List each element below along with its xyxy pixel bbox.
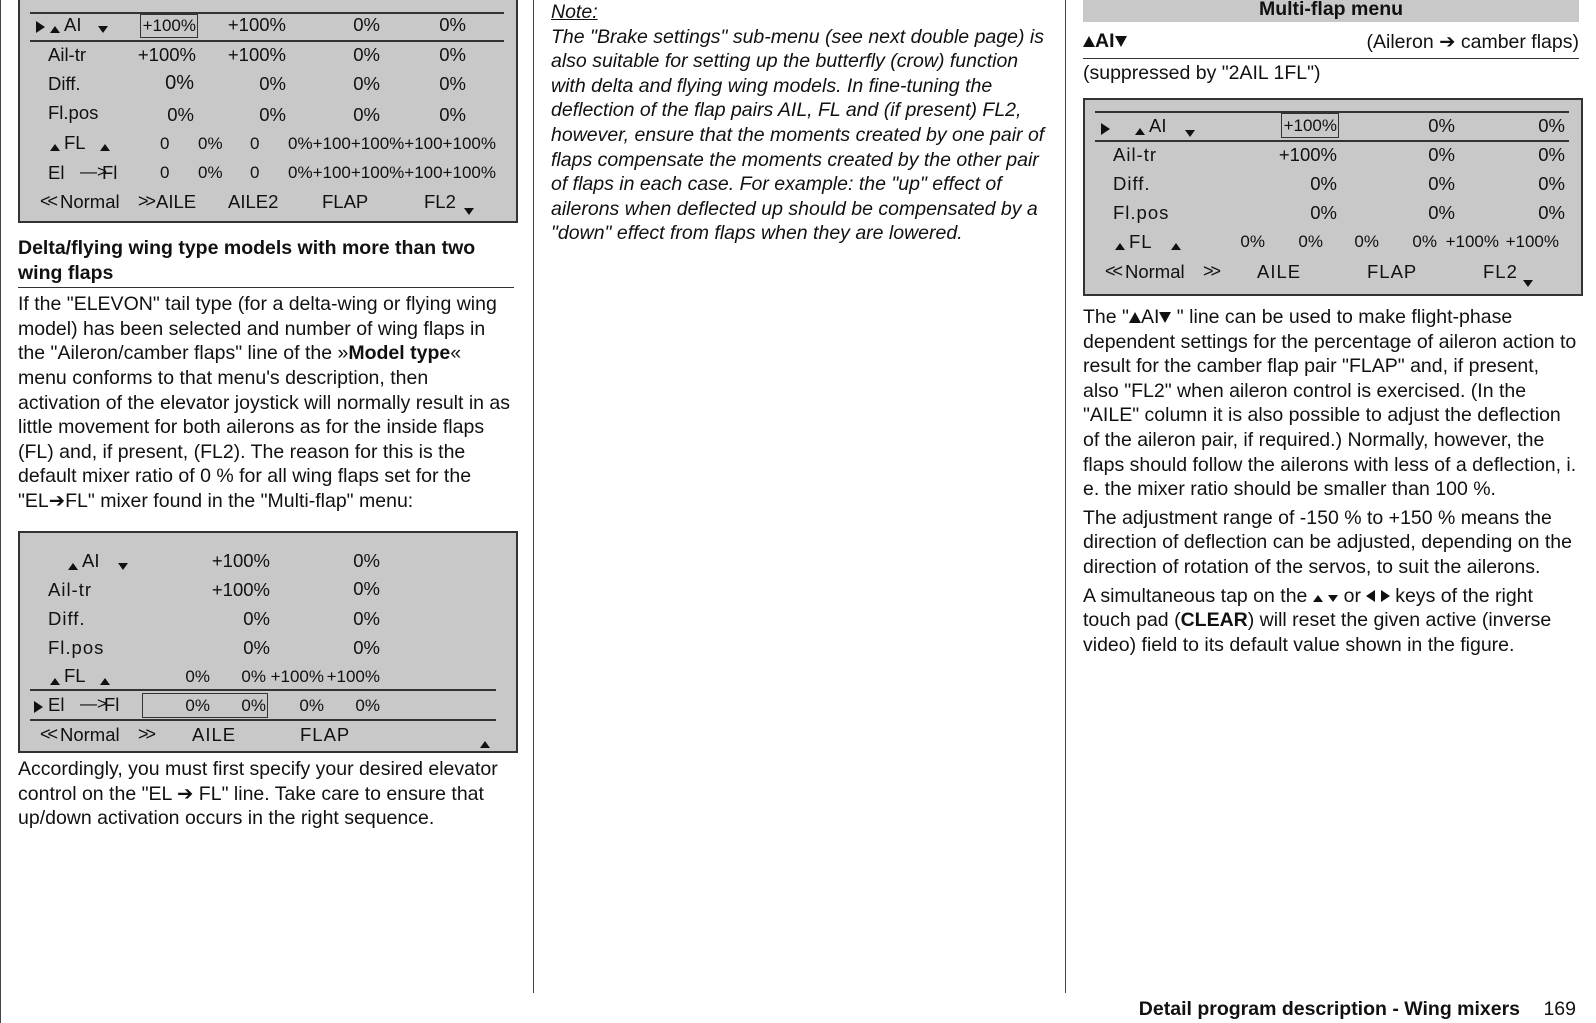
column-divider-2 xyxy=(1065,0,1066,993)
ail-tr-aile2-value[interactable]: +100% xyxy=(227,44,286,65)
arrow-right-icon: ➔ xyxy=(48,489,66,512)
flpos-fl2-value[interactable]: 0% xyxy=(1538,202,1565,223)
up-arrow-icon xyxy=(1171,233,1181,255)
diff-aile-value[interactable]: 0% xyxy=(165,72,194,94)
cursor-icon xyxy=(34,696,43,718)
row-label-diff: Diff. xyxy=(1113,173,1151,194)
ail-tr-flap-value[interactable]: 0% xyxy=(1428,144,1455,165)
key-down-icon xyxy=(1328,595,1338,602)
up-arrow-icon xyxy=(1135,118,1145,140)
screen-divider xyxy=(30,719,496,721)
elfl-value-c[interactable]: 0 xyxy=(250,163,260,182)
row-label-fl: FL xyxy=(64,665,86,686)
fl-value-a[interactable]: 0% xyxy=(1240,232,1265,251)
flpos-aile-value[interactable]: 0% xyxy=(243,637,270,658)
elfl-value-a[interactable]: 0% xyxy=(185,696,210,715)
row-label-flpos: Fl.pos xyxy=(48,102,99,123)
diff-flap-value[interactable]: 0% xyxy=(1428,173,1455,194)
row-label-el: El xyxy=(48,162,65,183)
ail-tr-aile-value[interactable]: +100% xyxy=(137,44,196,65)
ai-aile2-value[interactable]: +100% xyxy=(227,14,286,35)
fl-value-d[interactable]: +100% xyxy=(326,667,380,686)
fl-value-a[interactable]: 0% xyxy=(185,667,210,686)
col-header-flap: FLAP xyxy=(322,191,369,212)
down-arrow-icon xyxy=(1115,36,1127,47)
prev-phase-icon[interactable]: << xyxy=(40,724,56,744)
left-paragraph-2: Accordingly, you must first specify your desired elevator control on the "EL ➔ FL" line. Take care to ensure that up/down activation occurs in the right sequence. xyxy=(18,758,498,830)
col-header-flap: FLAP xyxy=(1367,261,1418,282)
arrow-right-icon: ➔ xyxy=(1439,31,1456,53)
next-phase-icon[interactable]: >> xyxy=(1203,261,1219,281)
ai-line-header xyxy=(1083,28,1579,58)
page-footer xyxy=(1139,998,1576,1021)
diff-fl2-value[interactable]: 0% xyxy=(1538,173,1565,194)
fl-value-b[interactable]: 0% xyxy=(1298,232,1323,251)
elfl-value-a[interactable]: 0 xyxy=(160,163,170,182)
flpos-flap-value[interactable]: 0% xyxy=(1428,202,1455,223)
down-arrow-icon xyxy=(1159,312,1171,323)
diff-aile-value[interactable]: 0% xyxy=(243,608,270,629)
menu-title: Multi-flap menu xyxy=(1258,0,1404,20)
note-label: Note: xyxy=(551,1,598,23)
up-arrow-icon xyxy=(50,134,60,156)
ai-fl2-value[interactable]: 0% xyxy=(1538,115,1565,136)
diff-aile-value[interactable]: 0% xyxy=(1310,173,1337,194)
col-header-aile: AILE xyxy=(156,191,197,212)
fl-value-f[interactable]: +100% xyxy=(1505,232,1559,251)
row-label-el: El xyxy=(48,694,65,715)
fl-value-c[interactable]: 0 xyxy=(250,134,260,153)
page-number: 169 xyxy=(1543,998,1576,1020)
up-arrow-icon xyxy=(68,553,78,575)
up-arrow-icon xyxy=(100,668,110,690)
flight-phase-name: Normal xyxy=(60,191,120,212)
next-phase-icon[interactable]: >> xyxy=(138,724,154,744)
multi-flap-screen-1 xyxy=(18,0,518,223)
mix-arrow-icon: —> xyxy=(80,694,107,713)
col-header-fl2: FL2 xyxy=(1483,261,1518,282)
elfl-value-c[interactable]: 0% xyxy=(299,696,324,715)
footer-title: Detail program description - Wing mixers xyxy=(1138,998,1521,1020)
ai-fl2-value[interactable]: 0% xyxy=(439,14,466,35)
down-arrow-icon xyxy=(118,553,128,575)
fl-value-c[interactable]: +100% xyxy=(270,667,324,686)
scroll-down-icon[interactable] xyxy=(464,198,474,220)
up-arrow-icon xyxy=(50,668,60,690)
row-label-fl-target: Fl xyxy=(102,162,118,183)
cursor-icon xyxy=(36,16,45,38)
mix-arrow-icon: —> xyxy=(80,162,107,181)
row-label-fl: FL xyxy=(64,132,86,153)
elfl-value-d[interactable]: 0% xyxy=(355,696,380,715)
ail-tr-fl2-value[interactable]: 0% xyxy=(1538,144,1565,165)
ai-aile-value[interactable]: +100% xyxy=(142,16,196,35)
row-label-fl-target: Fl xyxy=(104,694,120,715)
left-paragraph-1: If the "ELEVON" tail type (for a delta-wing or flying wing model) has been selected and number of wing flaps in the "Aileron/camber flaps" line of the »Model type« menu conforms to that menu's description, then activation of the elevator joystick will normally result in as little movement for both ailerons as for the inside flaps (FL) and, if present, (FL2). The reason for this is the default mixer ratio of 0 % for all wing flaps set for the "EL➔FL" mixer found in the "Multi-flap" menu: xyxy=(18,293,511,512)
ail-tr-aile-value[interactable]: +100% xyxy=(211,579,270,600)
screen-divider xyxy=(30,40,504,42)
row-label-flpos: Fl.pos xyxy=(48,637,105,658)
left-column-lower xyxy=(18,757,514,831)
screen-divider xyxy=(1095,140,1569,142)
row-label-diff: Diff. xyxy=(48,73,81,94)
fl-value-c[interactable]: 0% xyxy=(1354,232,1379,251)
flpos-flap-value[interactable]: 0% xyxy=(353,104,380,125)
ail-tr-fl2-value[interactable]: 0% xyxy=(439,44,466,65)
up-arrow-icon xyxy=(100,134,110,156)
row-label-flpos: Fl.pos xyxy=(1113,202,1170,223)
row-label-fl: FL xyxy=(1129,231,1153,252)
prev-phase-icon[interactable]: << xyxy=(1105,261,1121,281)
ai-flap-value[interactable]: 0% xyxy=(1428,115,1455,136)
ai-aile-value[interactable]: +100% xyxy=(211,550,270,571)
flight-phase-name: Normal xyxy=(1125,261,1185,282)
flight-phase-name: Normal xyxy=(60,724,120,745)
diff-flap-value[interactable]: 0% xyxy=(353,608,380,629)
menu-title-bar xyxy=(1083,0,1579,22)
multi-flap-screen-3 xyxy=(1083,98,1583,296)
diff-aile2-value[interactable]: 0% xyxy=(259,73,286,94)
col-header-aile: AILE xyxy=(192,724,237,745)
ai-line-label: AI xyxy=(1083,30,1127,53)
elfl-value-b[interactable]: 0% xyxy=(198,163,223,182)
multi-flap-screen-2 xyxy=(18,531,518,753)
fl-value-d[interactable]: 0% xyxy=(1412,232,1437,251)
diff-fl2-value[interactable]: 0% xyxy=(439,73,466,94)
key-up-icon xyxy=(1313,595,1323,602)
flpos-flap-value[interactable]: 0% xyxy=(353,637,380,658)
flpos-aile2-value[interactable]: 0% xyxy=(259,104,286,125)
key-left-icon xyxy=(1366,590,1375,602)
col-header-aile: AILE xyxy=(1257,261,1302,282)
fl-value-b[interactable]: 0% xyxy=(241,667,266,686)
section-heading: Delta/flying wing type models with more than two wing flaps xyxy=(18,237,476,284)
flpos-fl2-value[interactable]: 0% xyxy=(439,104,466,125)
row-label-ai: AI xyxy=(64,14,82,35)
prev-phase-icon[interactable]: << xyxy=(40,191,56,211)
down-arrow-icon xyxy=(98,16,108,38)
flpos-aile-value[interactable]: 0% xyxy=(167,104,194,125)
up-arrow-icon xyxy=(1083,36,1095,47)
fl-value-b[interactable]: 0% xyxy=(198,134,223,153)
note-text: The "Brake settings" sub-menu (see next double page) is also suitable for setting up the butterfly (crow) function with delta and flying wing models. In fine-tuning the deflection of the flap pairs AIL, FL and (if present) FL2, however, ensure that the moments created by one pair of flaps compensate the moments created by the other pair of flaps in each case. For example: the "up" effect of ailerons when deflected up should be compensated by a "down" effect from flaps when they are lowered. xyxy=(551,25,1045,245)
right-paragraph-3: A simultaneous tap on the or keys of the right touch pad (CLEAR) will reset the given active (inverse video) field to its default value shown in the figure. xyxy=(1083,584,1552,656)
scroll-up-icon[interactable] xyxy=(480,731,490,753)
col-header-aile2: AILE2 xyxy=(228,191,279,212)
up-arrow-icon xyxy=(50,16,60,38)
elfl-value-d[interactable]: 0%+100+100%+100+100% xyxy=(288,163,496,182)
col-header-flap: FLAP xyxy=(300,724,351,745)
right-paragraph-2: The adjustment range of -150 % to +150 % means the direction of deflection can be adjusted, depending on the direction of rotation of the servos, to suit the ailerons. xyxy=(1083,506,1572,578)
cursor-icon xyxy=(1101,118,1110,140)
row-label-ai: AI xyxy=(82,550,100,571)
up-arrow-icon xyxy=(1115,233,1125,255)
heading-rule xyxy=(1083,58,1579,59)
right-column xyxy=(1083,0,1579,86)
up-arrow-icon xyxy=(1129,312,1141,323)
suppressed-note: (suppressed by "2AIL 1FL") xyxy=(1083,62,1321,84)
ai-flap-value[interactable]: 0% xyxy=(353,14,380,35)
flpos-aile-value[interactable]: 0% xyxy=(1310,202,1337,223)
diff-flap-value[interactable]: 0% xyxy=(353,73,380,94)
left-column xyxy=(18,236,514,514)
middle-column xyxy=(551,0,1047,246)
ai-flap-value[interactable]: 0% xyxy=(353,550,380,571)
row-label-ail-tr: Ail-tr xyxy=(48,579,93,600)
fl-value-e[interactable]: +100% xyxy=(1445,232,1499,251)
ail-tr-flap-value[interactable]: 0% xyxy=(353,44,380,65)
screen-divider xyxy=(30,689,496,691)
right-paragraph-1: The " AI " line can be used to make flight-phase dependent settings for the percentage of aileron action to result for the camber flap pair "FLAP" and, if present, also "FL2" when aileron control is exercised. (In the "AILE" column it is also possible to adjust the deflection of the aileron pair, if required.) Normally, however, the flaps should follow the ailerons with less of a deflection, i. e. the mixer ratio should be smaller than 100 %. xyxy=(1083,306,1577,501)
ail-tr-aile-value[interactable]: +100% xyxy=(1278,144,1337,165)
key-right-icon xyxy=(1381,590,1390,602)
ai-line-description: (Aileron ➔ camber flaps) xyxy=(1366,31,1579,53)
next-phase-icon[interactable]: >> xyxy=(138,191,154,211)
fl-value-a[interactable]: 0 xyxy=(160,134,170,153)
down-arrow-icon xyxy=(1185,120,1195,142)
heading-rule xyxy=(18,287,514,288)
column-divider-left xyxy=(0,0,1,1023)
col-header-fl2: FL2 xyxy=(424,191,456,212)
scroll-down-icon[interactable] xyxy=(1523,270,1533,292)
row-label-ai: AI xyxy=(1149,115,1167,136)
ai-aile-value[interactable]: +100% xyxy=(1283,116,1337,135)
row-label-diff: Diff. xyxy=(48,608,86,629)
fl-value-d[interactable]: 0%+100+100%+100+100% xyxy=(288,134,496,153)
row-label-ail-tr: Ail-tr xyxy=(48,44,87,65)
elfl-value-b[interactable]: 0% xyxy=(241,696,266,715)
arrow-right-icon: ➔ xyxy=(177,782,194,805)
right-column-lower xyxy=(1083,305,1579,657)
column-divider-1 xyxy=(533,0,534,993)
ail-tr-flap-value[interactable]: 0% xyxy=(353,578,380,599)
row-label-ail-tr: Ail-tr xyxy=(1113,144,1158,165)
